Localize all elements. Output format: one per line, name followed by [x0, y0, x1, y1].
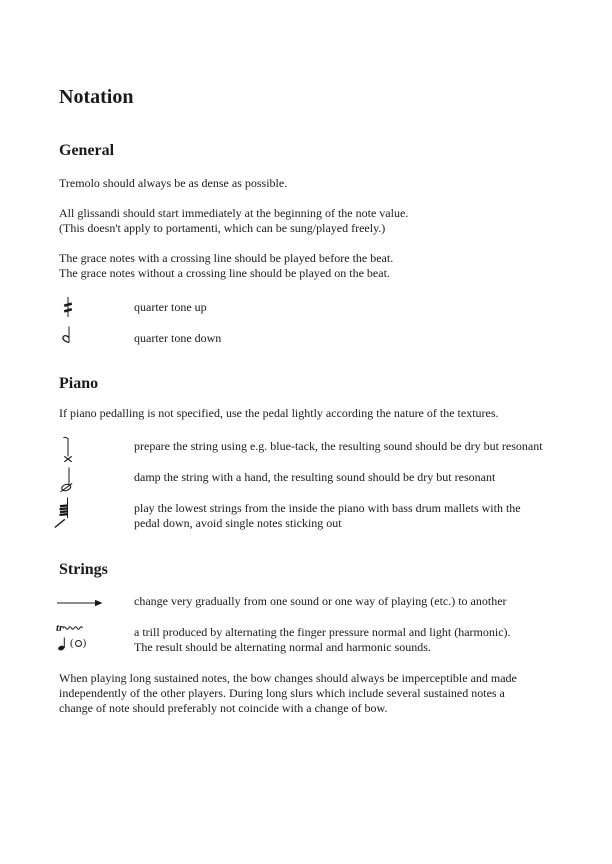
glossary-row-prepared-string: [59, 435, 572, 465]
section-heading-strings: Strings: [59, 561, 108, 578]
definition-cell: [134, 295, 572, 322]
page-title: Notation: [59, 86, 134, 108]
glossary-row-gradual-change: [59, 592, 572, 618]
symbol-cell: [59, 435, 134, 465]
symbol-cell: [59, 295, 134, 322]
gradual-change-arrow-icon: [57, 598, 103, 608]
page-content: [56, 0, 572, 728]
paragraph-line: Tremolo should always be as dense as possible.: [59, 176, 288, 190]
glossary-row-quarter-tone-up: [59, 295, 572, 322]
trill-note: [58, 635, 134, 651]
definition-cell: [134, 621, 572, 657]
definition-cell: [134, 592, 572, 618]
damped-string-note-icon: [59, 467, 74, 493]
symbol-cell: [59, 592, 134, 618]
glossary-row-quarter-tone-down: [59, 326, 572, 350]
quarter-note-icon: [58, 635, 67, 651]
definition-cell: [134, 467, 572, 495]
definition-text: quarter tone up: [134, 300, 207, 314]
definition-text: pedal down, avoid single notes sticking out: [134, 516, 342, 530]
glossary-row-damped-string: [59, 467, 572, 495]
bass-cluster-note-icon: [54, 497, 74, 529]
symbol-cell: [59, 467, 134, 495]
paragraph-line: When playing long sustained notes, the bow changes should always be imperceptible and made: [59, 671, 517, 685]
quarter-tone-up-icon: [62, 295, 74, 319]
paren-open: (: [70, 636, 74, 649]
trill-wavy-line-icon: [63, 624, 85, 631]
paragraph-line: (This doesn't apply to portamenti, which can be sung/played freely.): [59, 221, 386, 235]
quarter-tone-down-icon: [60, 326, 73, 345]
definition-text: play the lowest strings from the inside the piano with bass drum mallets with the: [134, 501, 521, 515]
paragraph-line: If piano pedalling is not specified, use the pedal lightly according the nature of the textures.: [59, 406, 499, 420]
glossary-row-bass-cluster: [59, 497, 572, 535]
paragraph-line: The grace notes with a crossing line should be played before the beat.: [59, 251, 394, 265]
symbol-cell: [56, 621, 134, 657]
symbol-cell: [59, 497, 134, 535]
definition-text: damp the string with a hand, the resulting sound should be dry but resonant: [134, 470, 496, 484]
definition-text: a trill produced by alternating the finger pressure normal and light (harmonic).: [134, 625, 511, 639]
trill-abbreviation: tr: [56, 622, 64, 634]
definition-text: quarter tone down: [134, 331, 222, 345]
paragraph-line: The grace notes without a crossing line should be played on the beat.: [59, 266, 390, 280]
harmonic-circle-icon: [75, 640, 82, 647]
paragraph-line: independently of the other players. During long slurs which include several sustained notes a: [59, 686, 505, 700]
definition-cell: [134, 326, 572, 350]
trill-marking: [56, 621, 134, 634]
symbol-cell: [59, 326, 134, 350]
definition-text: The result should be alternating normal and harmonic sounds.: [134, 640, 431, 654]
section-heading-piano: Piano: [59, 375, 99, 392]
paragraph-line: change of note should preferably not coincide with a change of bow.: [59, 701, 388, 715]
harmonic-parentheses: [70, 637, 86, 650]
glossary-row-harmonic-trill: [56, 621, 572, 657]
harmonic-trill-icon: [56, 621, 134, 651]
paragraph-line: All glissandi should start immediately at the beginning of the note value.: [59, 206, 409, 220]
definition-cell: [134, 497, 572, 535]
paren-close: ): [82, 636, 87, 649]
definition-cell: [134, 435, 572, 465]
definition-text: change very gradually from one sound or one way of playing (etc.) to another: [134, 594, 507, 608]
prepared-string-note-icon: [59, 435, 74, 463]
section-heading-general: General: [59, 142, 115, 159]
definition-text: prepare the string using e.g. blue-tack, the resulting sound should be dry but resonant: [134, 439, 543, 453]
